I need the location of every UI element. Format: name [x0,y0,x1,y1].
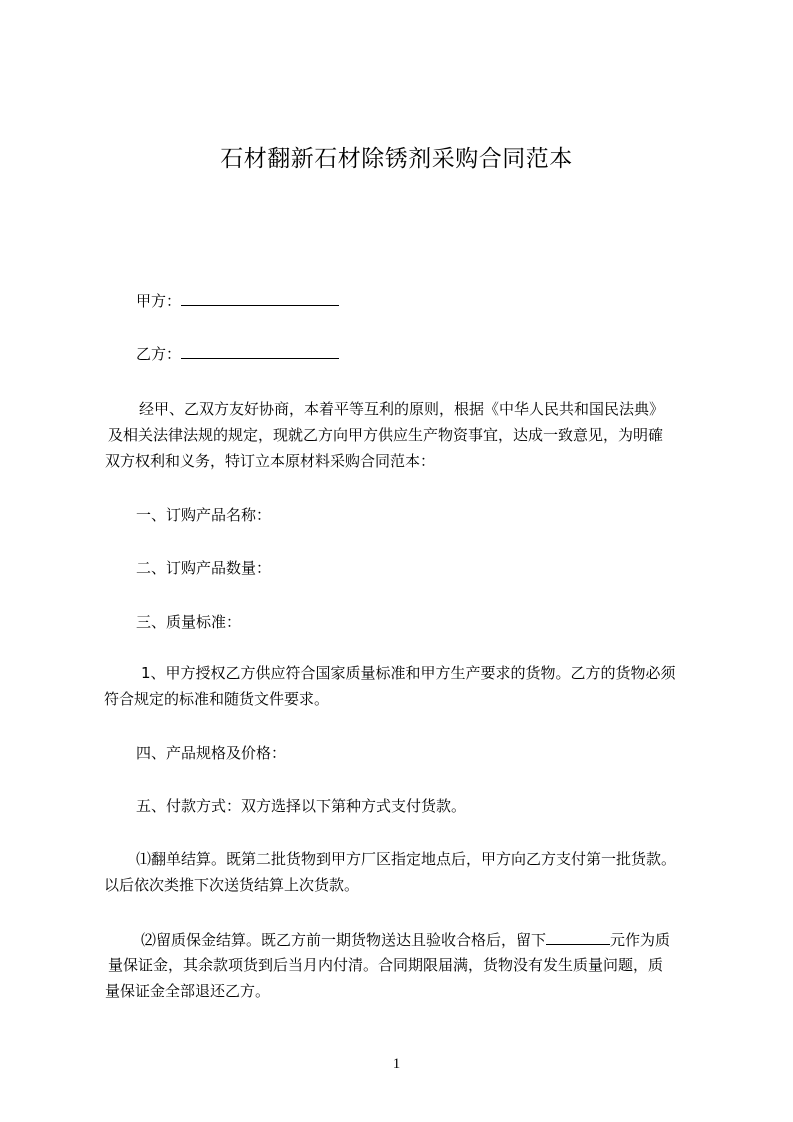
section-3-heading: 三、质量标准： [136,613,242,631]
page-number: 1 [392,1056,401,1072]
payment-option-1-line-1: ⑴翻单结算。既第二批货物到甲方厂区指定地点后，甲方向乙方支付第一批货款。 [136,850,677,868]
retention-amount-blank [546,931,610,945]
section-4-heading: 四、产品规格及价格： [136,744,287,762]
party-b-line [136,345,339,363]
party-a-label: 甲方： [136,292,182,310]
intro-line-1: 经甲、乙双方友好协商，本着平等互利的原则，根据《中华人民共和国民法典》 [139,400,665,418]
intro-line-2: 及相关法律法规的规定，现就乙方向甲方供应生产物资事宜，达成一致意见，为明確 [108,426,664,444]
payment-option-2-line-1 [141,931,670,949]
section-1-heading: 一、订购产品名称： [136,506,272,524]
document-title: 石材翻新石材除锈剂采购合同范本 [220,146,573,172]
section-2-heading: 二、订购产品数量： [136,559,272,577]
quality-clause-line-1: 1、甲方授权乙方供应符合国家质量标准和甲方生产要求的货物。乙方的货物必须 [141,664,676,682]
payment-option-1-line-2: 以后依次类推下次送货结算上次货款。 [104,876,360,894]
payment-option-2-line-2: 量保证金，其余款项货到后当月内付清。合同期限届满，货物没有发生质量问题，质 [108,956,664,974]
party-a-line [136,292,339,310]
section-5-heading: 五、付款方式：双方选择以下第种方式支付货款。 [136,797,467,815]
party-a-blank [181,292,339,306]
party-b-blank [181,345,339,359]
intro-line-3: 双方权利和义务，特订立本原材料采购合同范本： [105,452,436,470]
party-b-label: 乙方： [136,345,182,363]
payment-option-2-prefix: ⑵留质保金结算。既乙方前一期货物送达且验收合格后，留下 [141,931,547,949]
quality-clause-line-2: 符合规定的标准和随货文件要求。 [104,690,330,708]
payment-option-2-suffix: 元作为质 [610,931,671,949]
payment-option-2-line-3: 量保证金全部退还乙方。 [105,982,271,1000]
